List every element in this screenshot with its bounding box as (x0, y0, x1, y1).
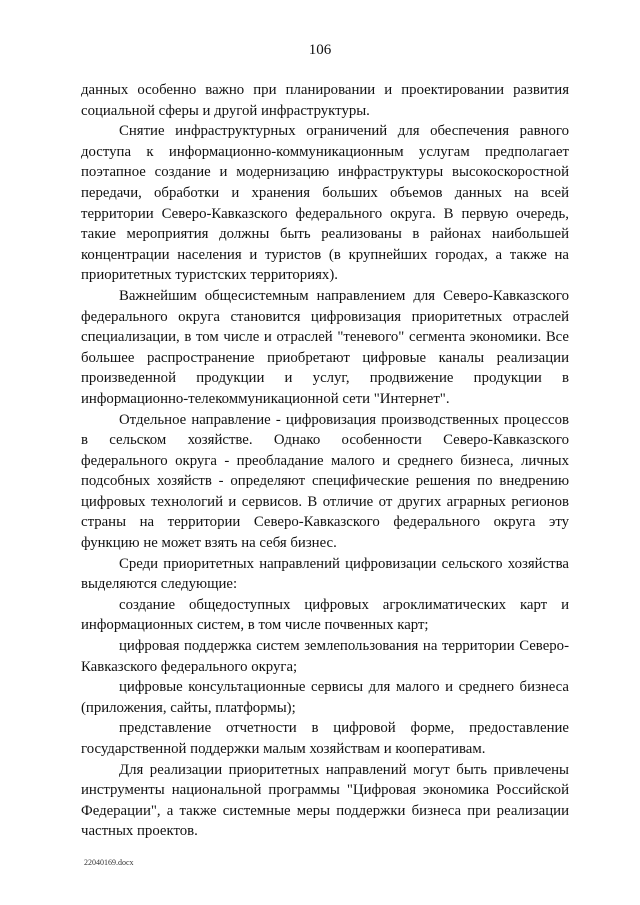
paragraph: Отдельное направление - цифровизация производственных процессов в сельском хозяйстве. Однако особенности Северо-Кавказского федерального округа - преобладание малого и среднего бизнеса, личных подсобных хозяйств - определяют специфические решения по внедрению цифровых технологий и сервисов. В отличие от других аграрных регионов страны на территории Северо-Кавказского федерального округа эту функцию не может взять на себя бизнес. (81, 411, 569, 552)
list-item: создание общедоступных цифровых агроклиматических карт и информационных систем, в том числе почвенных карт; (81, 596, 569, 634)
list-item: цифровые консультационные сервисы для малого и среднего бизнеса (приложения, сайты, платформы); (81, 679, 569, 716)
paragraph: данных особенно важно при планировании и проектировании развития социальной сферы и другой инфраструктуры. (81, 82, 569, 119)
list-item: цифровая поддержка систем землепользования на территории Северо-Кавказского федерального округа; (81, 638, 569, 675)
page-number: 106 (308, 42, 332, 58)
list-item: представление отчетности в цифровой форме, предоставление государственной поддержки малым хозяйствам и кооперативам. (81, 720, 569, 757)
paragraph: Важнейшим общесистемным направлением для Северо-Кавказского федерального округа становится цифровизация приоритетных отраслей специализации, в том числе и отраслей "теневого" сегмента экономики. Все большее распространение приобретают цифровые каналы реализации произведенной продукции и услуг, продвижение продукции в информационно-телекоммуникационной сети "Интернет". (81, 287, 569, 407)
footer-filename: 22040169.docx (84, 858, 134, 867)
document-body (81, 80, 569, 842)
paragraph: Снятие инфраструктурных ограничений для обеспечения равного доступа к информационно-коммуникационным услугам предполагает поэтапное создание и модернизацию инфраструктуры высокоскоростной передачи, обработки и хранения больших объемов данных на всей территории Северо-Кавказского федерального округа. В первую очередь, такие мероприятия должны быть реализованы в районах наибольшей концентрации населения и туристов (в крупнейших городах, а также на приоритетных туристских территориях). (81, 123, 569, 284)
paragraph: Для реализации приоритетных направлений могут быть привлечены инструменты национальной программы "Цифровая экономика Российской Федерации", а также системные меры поддержки бизнеса при реализации частных проектов. (81, 761, 569, 840)
paragraph: Среди приоритетных направлений цифровизации сельского хозяйства выделяются следующие: (81, 555, 569, 593)
